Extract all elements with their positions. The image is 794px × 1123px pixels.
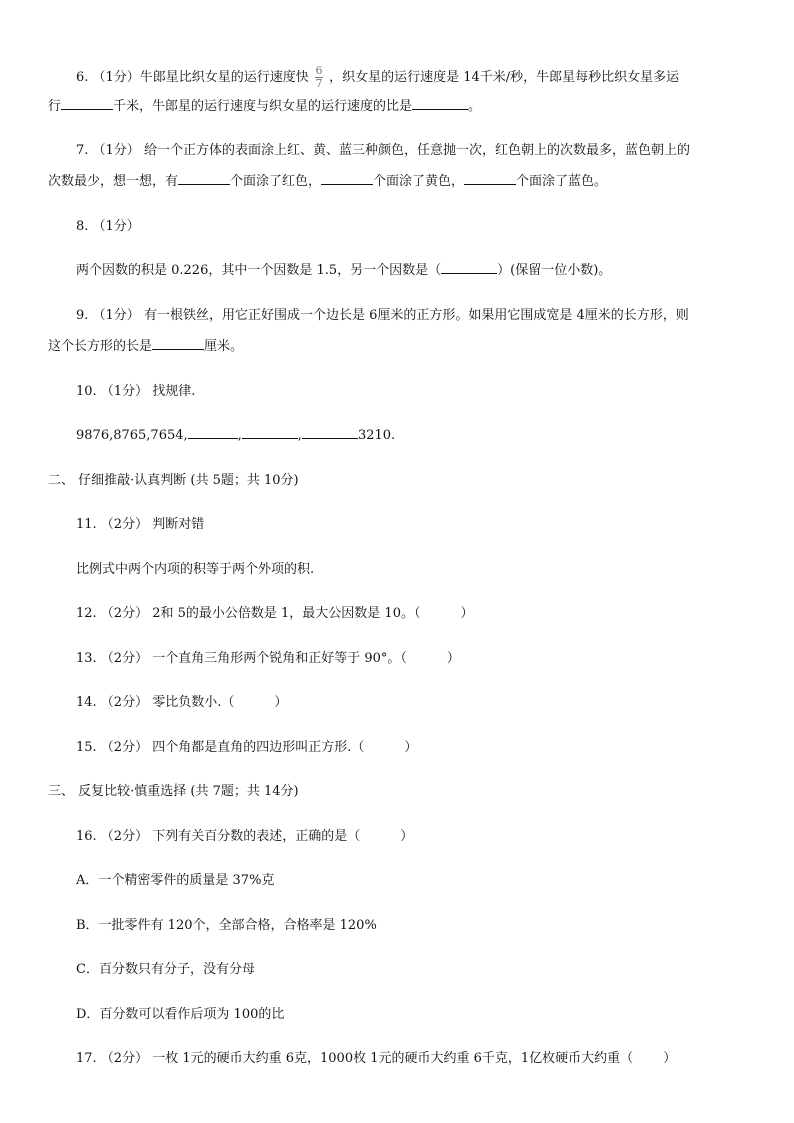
question-17-line [76,1049,676,1069]
question-16-line [76,827,413,847]
answer-blank[interactable] [302,426,358,439]
question-9-line-2 [48,337,243,357]
question-6-text-mid: 千米，牛郎星的运行速度与织女星的运行速度的比是 [113,99,413,114]
option-b-text: B．一批零件有 120个，全部合格，合格率是 120% [76,918,377,933]
question-15-text: 15. （2分） 四个角都是直角的四边形叫正方形.（ [76,740,365,755]
question-9-text-start: 这个长方形的长是 [48,339,153,354]
option-a[interactable] [76,871,274,891]
question-6-text-start: 行 [48,99,62,114]
answer-blank[interactable] [242,426,298,439]
question-11-statement [76,560,314,580]
question-8-line [76,261,611,281]
question-6-text: 6. （1分）牛郎星比织女星的运行速度快 [76,70,309,85]
question-12-text: 12. （2分） 2和 5的最小公倍数是 1，最大公因数是 10。（ [76,606,421,621]
question-14-text: 14. （2分） 零比负数小.（ [76,695,235,710]
question-8-text-start: 两个因数的积是 0.226，其中一个因数是 1.5，另一个因数是（ [76,263,442,278]
question-11-body: 比例式中两个内项的积等于两个外项的积. [76,562,315,577]
question-17-close: ） [663,1051,677,1066]
question-6-line-1 [76,66,679,89]
question-10-header [76,382,195,402]
section-3-heading [48,782,299,802]
option-d-text: D．百分数可以看作后项为 100的比 [76,1007,285,1022]
question-17-text: 17. （2分） 一枚 1元的硬币大约重 6克，1000枚 1元的硬币大约重 6千克，1亿枚硬币大约重（ [76,1051,634,1066]
question-16-close: ） [400,829,414,844]
question-7-line-1 [76,141,690,161]
question-14-close: ） [274,695,288,710]
question-14-line [76,693,287,713]
question-11-text: 11. （2分） 判断对错 [76,517,205,532]
option-c[interactable] [76,960,255,980]
question-10-text: 10. （1分） 找规律. [76,384,196,399]
sequence-start: 9876,8765,7654, [76,428,188,443]
sequence-end: 3210. [357,428,396,443]
question-7-text-mid-2: 个面涂了黄色， [373,174,465,189]
question-15-line [76,738,417,758]
question-7-text-start: 次数最少，想一想，有 [48,174,179,189]
question-12-close: ） [460,606,474,621]
option-d[interactable] [76,1005,284,1025]
question-16-text: 16. （2分） 下列有关百分数的表述，正确的是（ [76,829,361,844]
question-8-text-end: ）(保留一位小数)。 [497,263,612,278]
fraction-denominator: 7 [315,77,323,90]
fraction-numerator: 6 [315,64,323,77]
sequence-separator: , [237,428,242,443]
answer-blank[interactable] [441,261,497,274]
question-7-text: 7. （1分） 给一个正方体的表面涂上红、黄、蓝三种颜色，任意抛一次，红色朝上的次数最多，蓝色朝上的 [76,143,690,158]
question-7-line-2 [48,172,607,192]
answer-blank[interactable] [152,337,204,350]
answer-blank[interactable] [188,426,238,439]
answer-blank[interactable] [178,172,230,185]
question-13-close: ） [446,651,460,666]
fraction-six-sevenths [315,66,323,89]
answer-blank[interactable] [61,97,113,110]
question-9-line-1 [76,306,689,326]
answer-blank[interactable] [464,172,516,185]
question-8-number: 8. （1分） [76,219,140,234]
question-9-text-end: 厘米。 [204,339,244,354]
question-7-text-mid-1: 个面涂了红色， [230,174,322,189]
question-7-text-end: 个面涂了蓝色。 [516,174,608,189]
question-11-header [76,515,204,535]
sequence-separator: , [297,428,302,443]
question-6-line-2 [48,97,481,117]
answer-blank[interactable] [412,97,468,110]
question-10-sequence [76,426,395,446]
question-13-text: 13. （2分） 一个直角三角形两个锐角和正好等于 90°。（ [76,651,407,666]
answer-blank[interactable] [321,172,373,185]
section-2-title: 二、 仔细推敲·认真判断 (共 5题；共 10分) [48,473,299,488]
question-8-header [76,217,140,237]
question-15-close: ） [404,740,418,755]
question-13-line [76,649,460,669]
section-3-title: 三、 反复比较·慎重选择 (共 7题；共 14分) [48,784,299,799]
section-2-heading [48,471,299,491]
question-6-text-cont: ，织女星的运行速度是 14千米/秒，牛郎星每秒比织女星多运 [329,70,680,85]
question-12-line [76,604,473,624]
option-a-text: A．一个精密零件的质量是 37%克 [76,873,275,888]
question-6-text-end: 。 [468,99,482,114]
option-c-text: C．百分数只有分子，没有分母 [76,962,255,977]
option-b[interactable] [76,916,377,936]
question-9-text: 9. （1分） 有一根铁丝，用它正好围成一个边长是 6厘米的正方形。如果用它围成宽是 4厘米的长方形，则 [76,308,689,323]
